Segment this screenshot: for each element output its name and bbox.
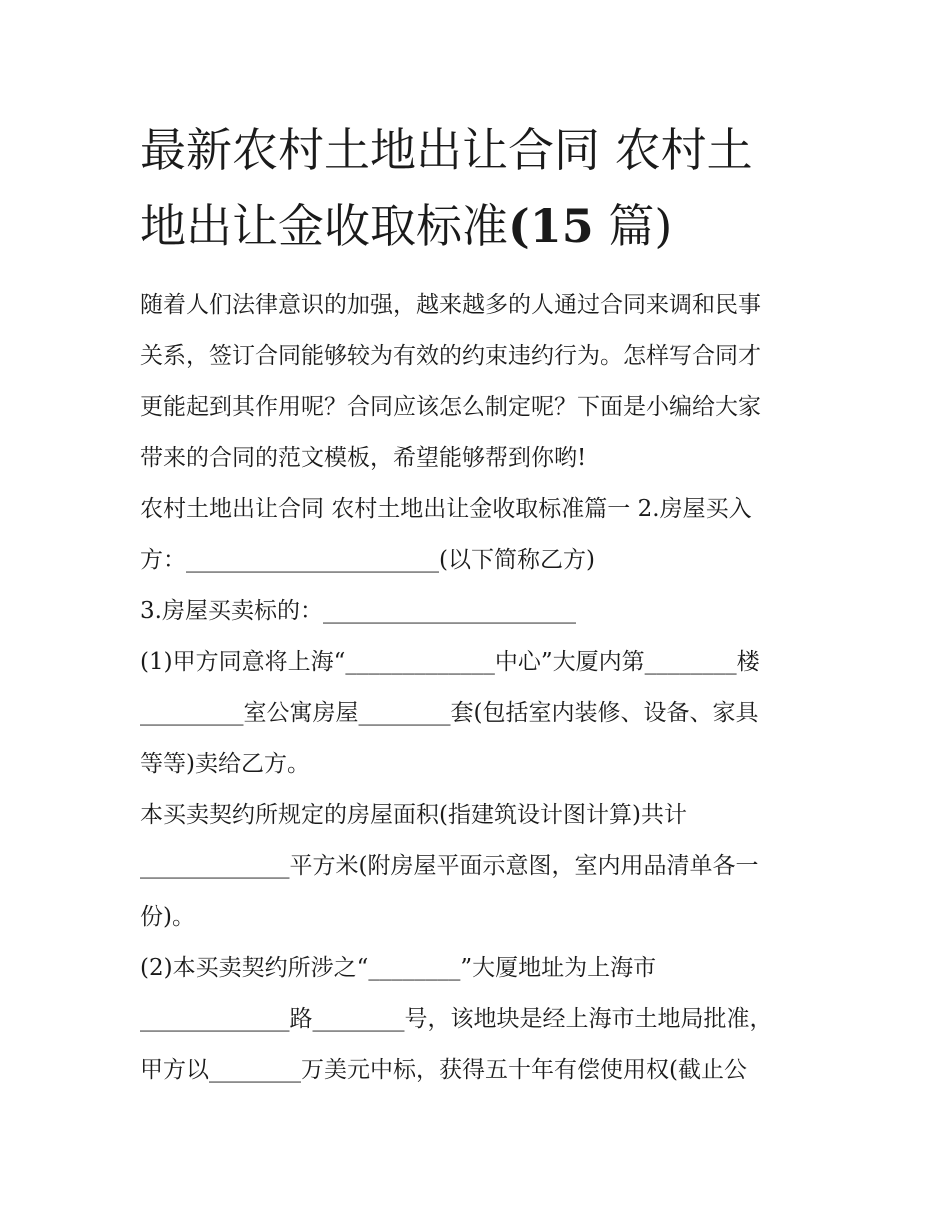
body-line: 更能起到其作用呢？合同应该怎么制定呢？下面是小编给大家: [140, 394, 761, 420]
document-body: [140, 280, 820, 1096]
body-line: 带来的合同的范文模板，希望能够帮到你哟!: [140, 445, 587, 471]
document-title: [140, 112, 820, 264]
body-line: 关系，签订合同能够较为有效的约束违约行为。怎样写合同才: [140, 343, 761, 369]
body-line: (1)甲方同意将上海“_____________中心”大厦内第________楼: [140, 649, 760, 675]
body-line: 随着人们法律意识的加强，越来越多的人通过合同来调和民事: [140, 292, 761, 318]
body-line: 甲方以________万美元中标，获得五十年有偿使用权(截止公: [140, 1057, 747, 1083]
title-line-1: 最新农村土地出让合同 农村土: [140, 123, 753, 177]
body-line: (2)本买卖契约所涉之“________”大厦地址为上海市: [140, 955, 657, 981]
title-line-2: 地出让金收取标准(15 篇): [140, 199, 673, 253]
body-line: 等等)卖给乙方。: [140, 751, 310, 777]
body-line: _____________路________号，该地块是经上海市土地局批准，: [140, 1006, 773, 1032]
body-line: _________室公寓房屋________套(包括室内装修、设备、家具: [140, 700, 759, 726]
body-line: _____________平方米(附房屋平面示意图，室内用品清单各一: [140, 853, 759, 879]
body-line: 农村土地出让合同 农村土地出让金收取标准篇一 2.房屋买入: [140, 496, 752, 522]
body-line: 份)。: [140, 904, 195, 930]
body-line: 方：______________________(以下简称乙方): [140, 547, 595, 573]
body-line: 本买卖契约所规定的房屋面积(指建筑设计图计算)共计: [140, 802, 687, 828]
body-line: 3.房屋买卖标的：______________________: [140, 598, 576, 624]
